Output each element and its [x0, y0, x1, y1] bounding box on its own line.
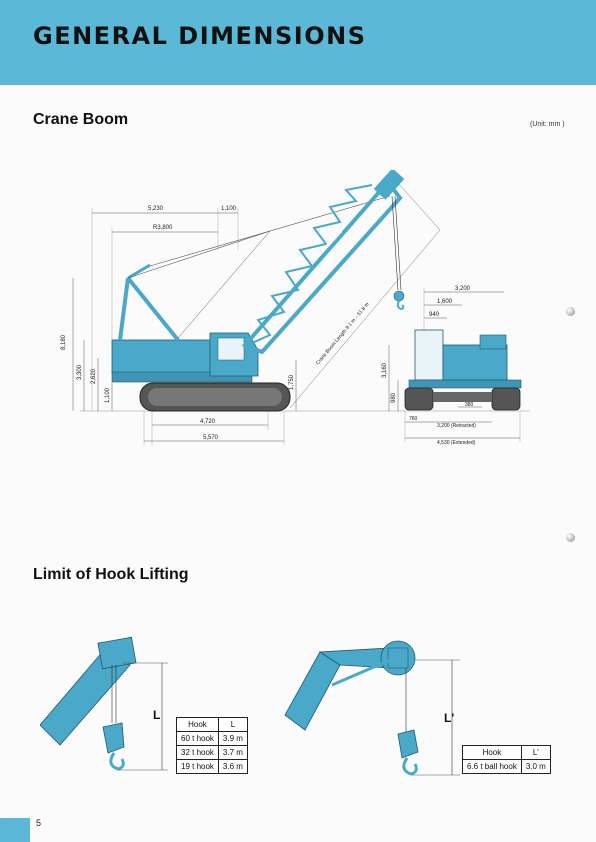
dim-380: 380 — [465, 402, 474, 408]
table-cell: 19 t hook — [177, 760, 219, 774]
dim-2620: 2,620 — [91, 368, 97, 384]
boom-length-dim: Crane Boom Length 9.1 m – 51.8 m — [314, 301, 371, 367]
hole-punch-mark — [566, 533, 575, 542]
table-header: Hook — [463, 746, 522, 760]
table-row — [177, 732, 248, 746]
dim-L-prime-label: L' — [444, 711, 455, 725]
dim-940: 940 — [429, 312, 440, 318]
table-row — [177, 746, 248, 760]
dim-760: 760 — [409, 416, 418, 422]
table-row — [177, 760, 248, 774]
hole-punch-mark — [566, 307, 575, 316]
page-number: 5 — [36, 818, 42, 828]
dim-980: 980 — [391, 392, 397, 403]
hook-table-l — [176, 717, 248, 774]
dim-3200-top: 3,200 — [455, 286, 471, 292]
upper-body — [112, 340, 212, 373]
lattice-boom — [245, 170, 404, 352]
table-cell: 3.0 m — [521, 760, 550, 774]
table-cell: 60 t hook — [177, 732, 219, 746]
page-tab — [0, 818, 30, 842]
table-cell: 32 t hook — [177, 746, 219, 760]
table-header: L' — [521, 746, 550, 760]
table-cell: 3.6 m — [218, 760, 247, 774]
dim-3300: 3,300 — [77, 364, 83, 380]
dim-4720: 4,720 — [200, 419, 216, 425]
table-header: Hook — [177, 718, 219, 732]
dim-1100: 1,100 — [221, 206, 237, 212]
dim-L-label: L — [153, 708, 161, 722]
crane-rear-view — [405, 330, 521, 410]
dim-3200-retracted: 3,200 (Retracted) — [437, 423, 476, 429]
dim-5570: 5,570 — [203, 435, 219, 441]
hook-block — [394, 291, 404, 301]
unit-note: (Unit: mm ) — [530, 121, 565, 128]
dim-8180: 8,180 — [61, 334, 67, 350]
table-cell: 3.9 m — [218, 732, 247, 746]
table-cell: 6.6 t ball hook — [463, 760, 522, 774]
hook-diagram-right — [280, 630, 470, 785]
dim-5230: 5,230 — [148, 206, 164, 212]
boom-brand-label: KOBELCO — [323, 228, 345, 252]
page-title: GENERAL DIMENSIONS — [33, 22, 367, 50]
dim-4530-extended: 4,530 (Extended) — [437, 440, 476, 446]
crane-side-view-diagram — [0, 170, 596, 460]
dim-r3800: R3,800 — [153, 225, 173, 231]
dim-1600: 1,600 — [437, 299, 453, 305]
table-row — [463, 760, 551, 774]
crane-boom-heading: Crane Boom — [33, 111, 129, 128]
hook-table-l-prime — [462, 745, 551, 774]
dim-1100-vertical: 1,100 — [105, 387, 111, 403]
table-cell: 3.7 m — [218, 746, 247, 760]
dim-3160: 3,160 — [382, 362, 388, 378]
table-header: L — [218, 718, 247, 732]
dim-1750: 1,750 — [289, 374, 295, 390]
hook-lifting-heading: Limit of Hook Lifting — [33, 566, 189, 583]
